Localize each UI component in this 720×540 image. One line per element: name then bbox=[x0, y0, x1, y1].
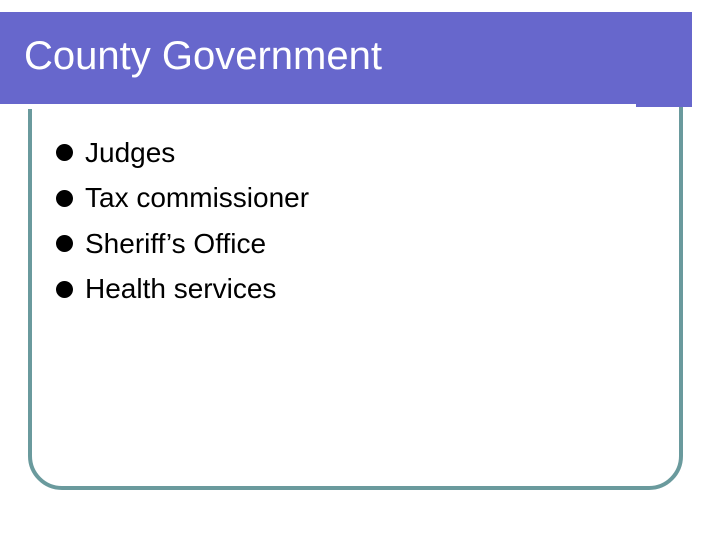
bullet-text: Health services bbox=[85, 273, 277, 305]
list-item bbox=[56, 130, 309, 176]
slide-title: County Government bbox=[24, 34, 382, 78]
list-item bbox=[56, 267, 309, 313]
bullet-icon bbox=[56, 281, 73, 298]
bullet-icon bbox=[56, 235, 73, 252]
list-item bbox=[56, 176, 309, 222]
bullet-text: Tax commissioner bbox=[85, 182, 310, 214]
bullet-list bbox=[56, 130, 309, 312]
bullet-icon bbox=[56, 144, 73, 161]
bullet-icon bbox=[56, 190, 73, 207]
list-item bbox=[56, 221, 309, 267]
bullet-text: Sheriff’s Office bbox=[85, 227, 267, 259]
bullet-text: Judges bbox=[85, 136, 176, 168]
title-divider bbox=[0, 104, 636, 109]
